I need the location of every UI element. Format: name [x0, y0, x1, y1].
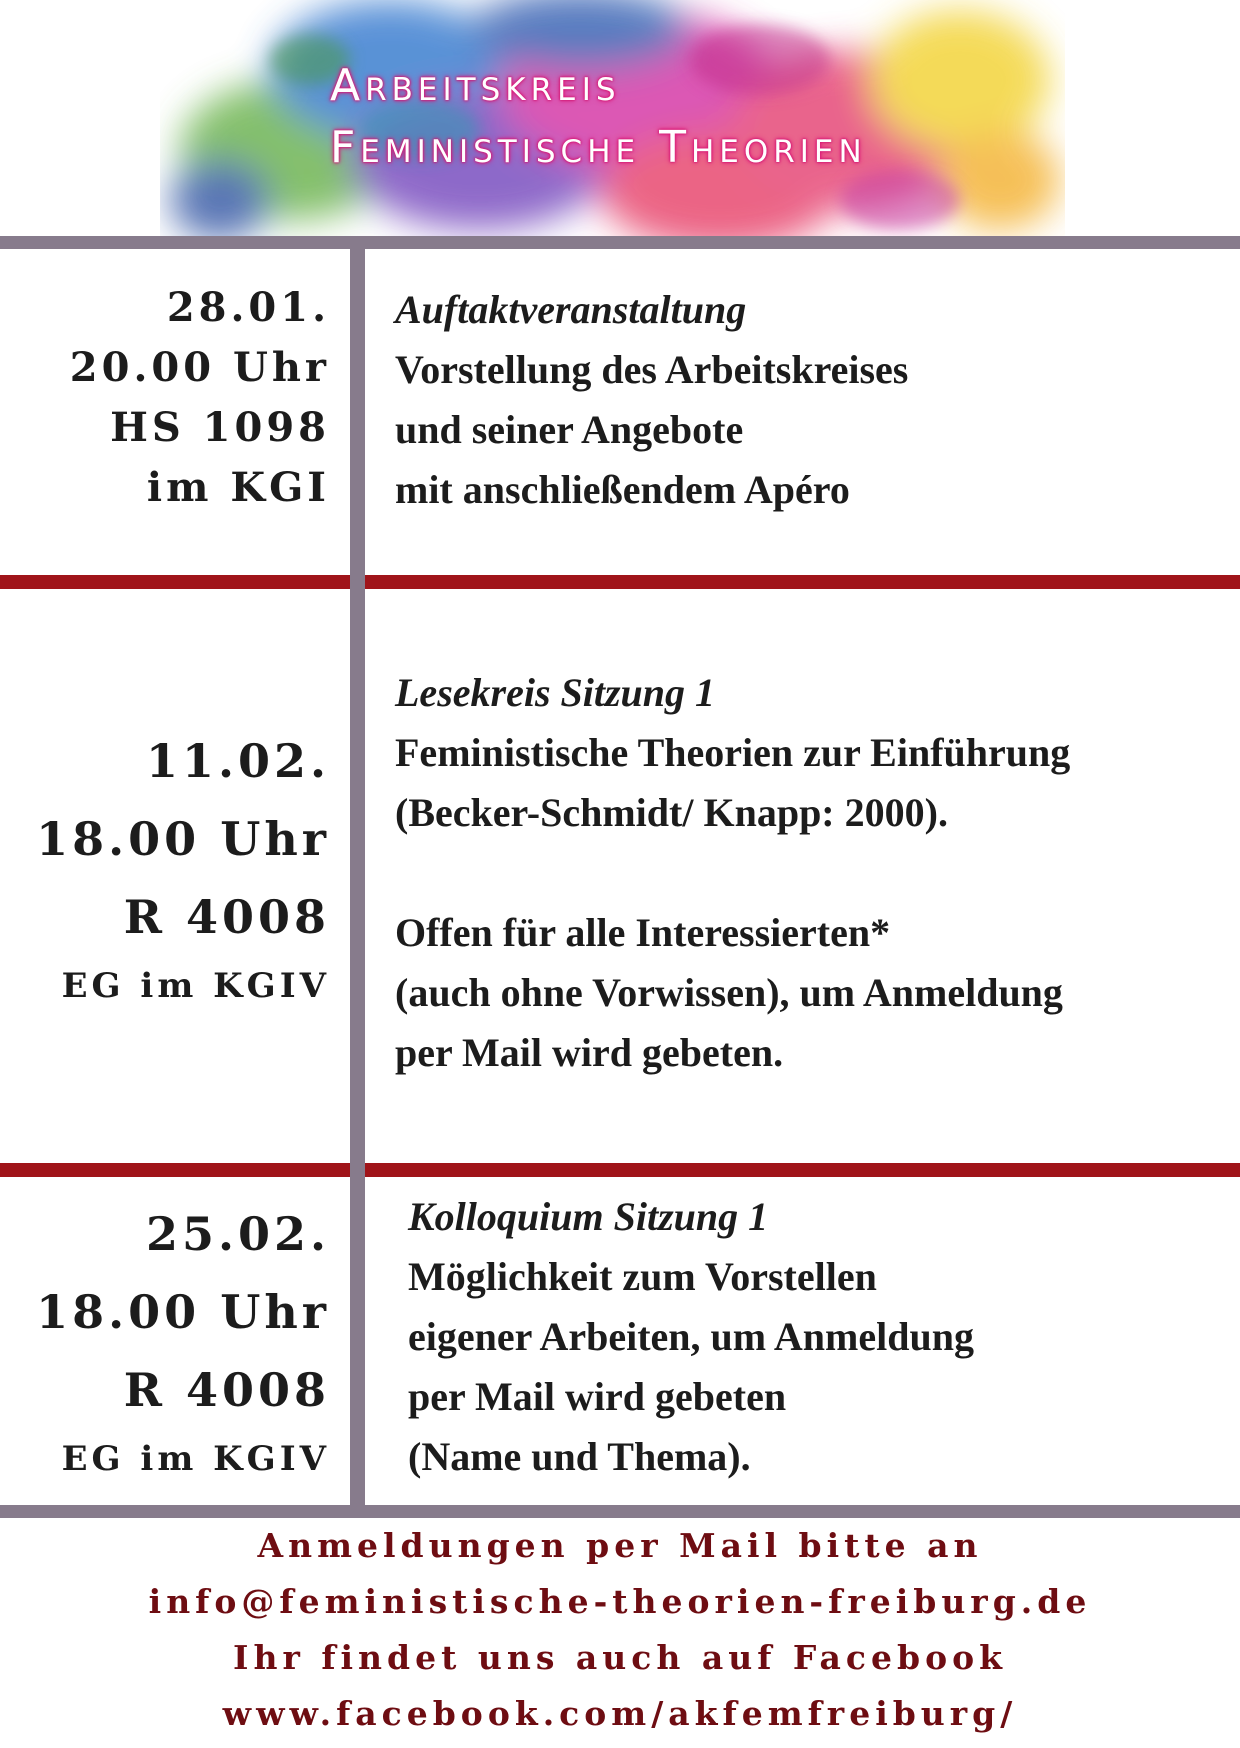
divider-vertical: [350, 238, 365, 1516]
event-time: 18.00 Uhr: [36, 812, 330, 866]
banner-title-line1: Arbeitskreis: [330, 60, 621, 111]
event-1-meta: [70, 278, 330, 518]
event-line: Feministische Theorien zur Einführung: [395, 730, 1071, 775]
divider-bottom: [0, 1505, 1240, 1518]
event-2-description: [395, 663, 1070, 1083]
event-line: (Becker-Schmidt/ Knapp: 2000).: [395, 790, 948, 835]
event-room: R 4008: [123, 1363, 330, 1417]
event-title: Kolloquium Sitzung 1: [408, 1194, 769, 1239]
event-3-meta: [36, 1195, 330, 1489]
event-line: und seiner Angebote: [395, 407, 744, 452]
event-line: per Mail wird gebeten.: [395, 1030, 784, 1075]
event-room: R 4008: [123, 890, 330, 944]
banner-title: [330, 55, 867, 179]
event-line: per Mail wird gebeten: [408, 1374, 787, 1419]
event-date: 28.01.: [166, 284, 330, 331]
event-line: mit anschließendem Apéro: [395, 467, 850, 512]
event-line: Möglichkeit zum Vorstellen: [408, 1254, 877, 1299]
facebook-link[interactable]: www.facebook.com/akfemfreiburg/: [222, 1694, 1018, 1733]
email-link[interactable]: info@feministische-theorien-freiburg.de: [148, 1582, 1092, 1621]
banner-title-line2: Feministische Theorien: [330, 122, 867, 173]
event-building: im KGI: [146, 464, 330, 511]
event-room: HS 1098: [110, 404, 330, 451]
event-title: Auftaktveranstaltung: [395, 287, 747, 332]
event-building: EG im KGIV: [61, 966, 330, 1006]
divider-top: [0, 236, 1240, 249]
event-date: 25.02.: [145, 1207, 330, 1261]
event-line: eigener Arbeiten, um Anmeldung: [408, 1314, 974, 1359]
event-time: 18.00 Uhr: [36, 1285, 330, 1339]
event-1-description: [395, 280, 908, 520]
event-line: (auch ohne Vorwissen), um Anmeldung: [395, 970, 1063, 1015]
divider-red-1: [0, 575, 1240, 589]
event-date: 11.02.: [145, 734, 330, 788]
header-banner: [160, 0, 1065, 240]
event-time: 20.00 Uhr: [69, 344, 330, 391]
event-line: Offen für alle Interessierten*: [395, 910, 891, 955]
event-line: Vorstellung des Arbeitskreises: [395, 347, 909, 392]
event-line: [395, 843, 1070, 903]
event-2-meta: [36, 722, 330, 1016]
event-3-description: [408, 1187, 974, 1487]
footer: [0, 1518, 1240, 1742]
event-building: EG im KGIV: [61, 1439, 330, 1479]
footer-facebook-text: Ihr findet uns auch auf Facebook: [233, 1638, 1007, 1677]
divider-red-2: [0, 1163, 1240, 1177]
footer-registration-text: Anmeldungen per Mail bitte an: [257, 1526, 983, 1565]
event-line: (Name und Thema).: [408, 1434, 751, 1479]
event-title: Lesekreis Sitzung 1: [395, 670, 716, 715]
